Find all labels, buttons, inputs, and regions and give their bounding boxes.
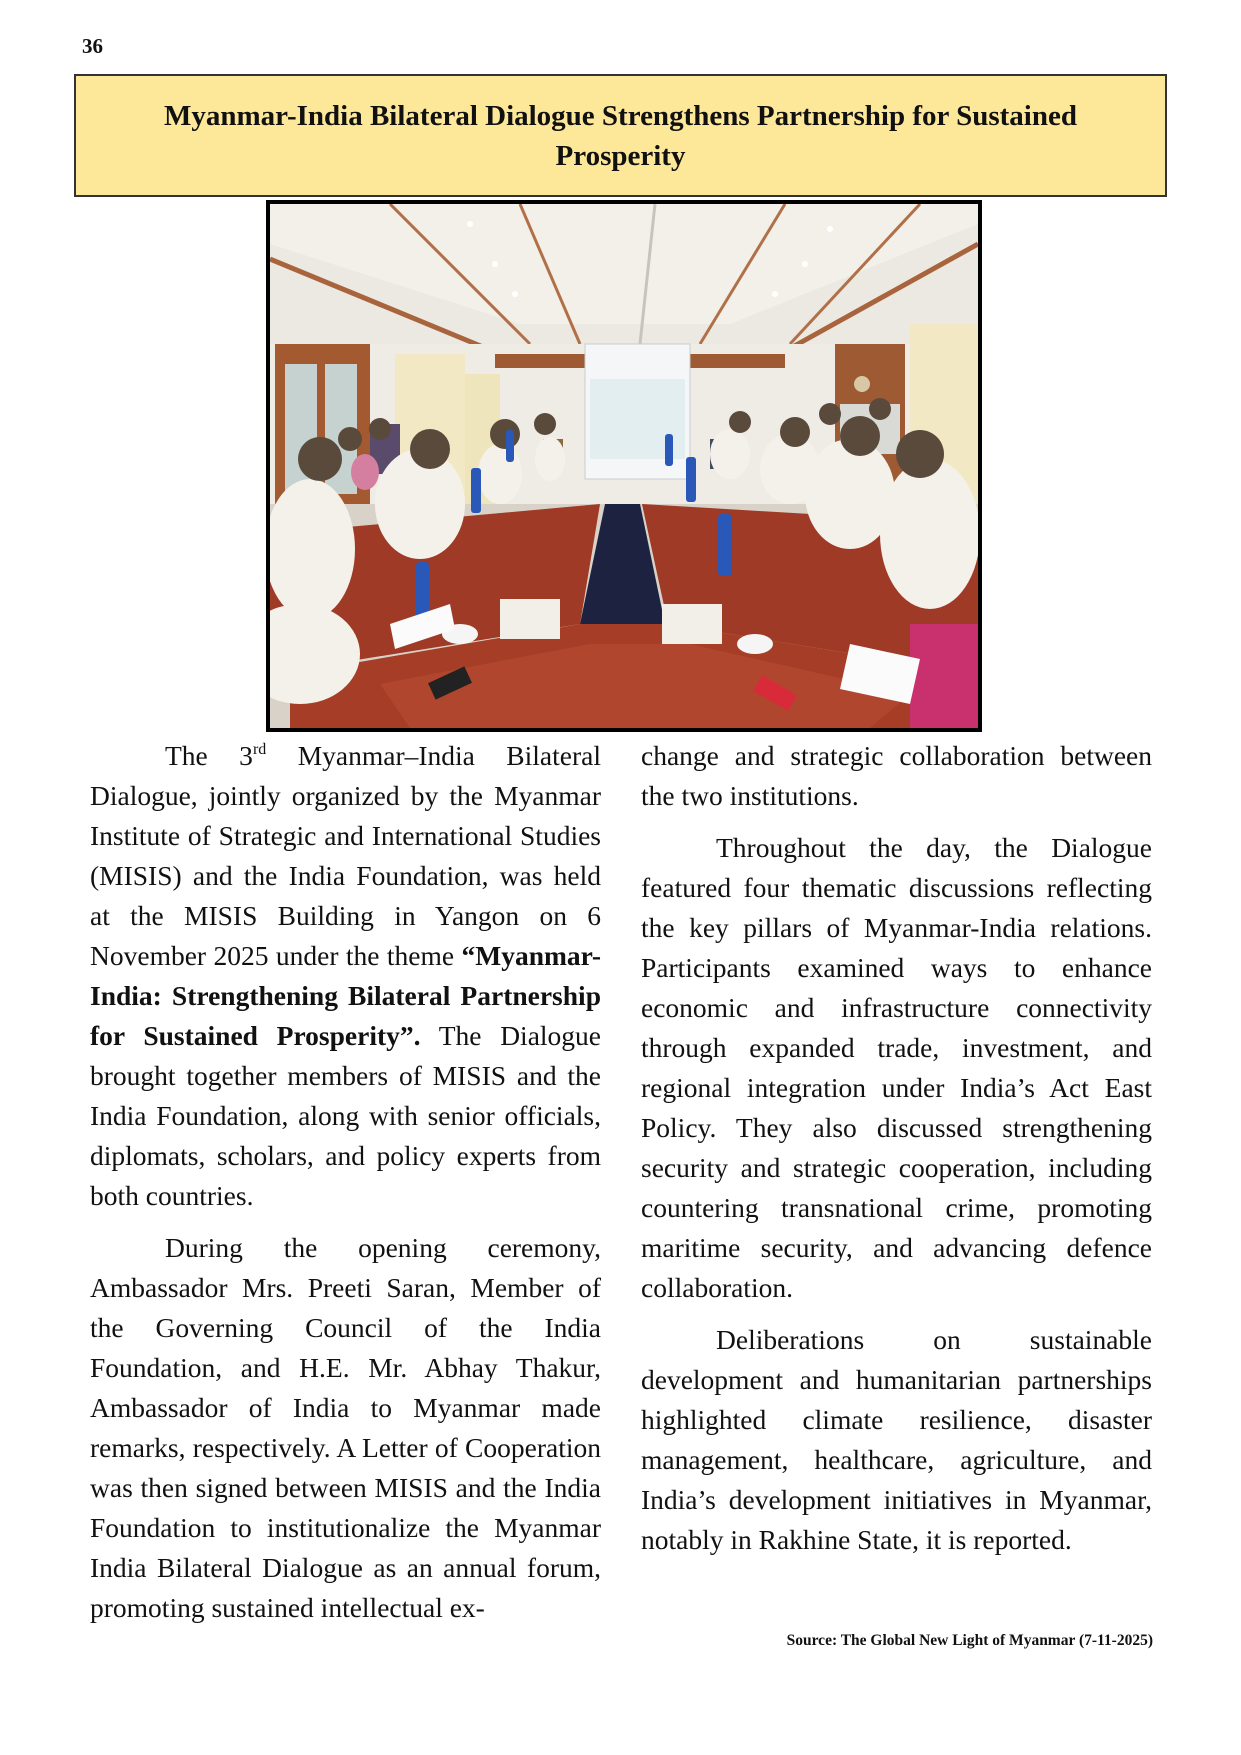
paragraph-1-tail: The Dialogue brought together members of MISIS and the India Foundation, along with senior officials, diplomats, scholars, and policy experts from both countries. <box>90 1020 601 1211</box>
ordinal-superscript: rd <box>252 741 267 758</box>
article-column-right <box>641 736 1152 1572</box>
source-credit: Source: The Global New Light of Myanmar (7-11-2025) <box>786 1632 1153 1649</box>
article-title: Myanmar-India Bilateral Dialogue Strengthens Partnership for Sustained Prosperity <box>164 99 1077 172</box>
paragraph-1 <box>90 736 601 1216</box>
paragraph-3: Throughout the day, the Dialogue featured four thematic discussions reflecting the key pillars of Myanmar-India relations. Participants examined ways to enhance economic and infrastructure connectivity through expanded trade, investment, and regional integration under India’s Act East Policy. They also discussed strengthening security and strategic cooperation, including countering transnational crime, promoting maritime security, and advancing defence collaboration. <box>641 832 1152 1303</box>
page-number: 36 <box>82 34 103 58</box>
article-title-box <box>74 74 1167 197</box>
paragraph-2: During the opening ceremony, Ambassador Mrs. Preeti Saran, Member of the Governing Council of the India Foundation, and H.E. Mr. Abhay Thakur, Ambassador of India to Myanmar made remarks, respectively. A Letter of Cooperation was then signed between MISIS and the India Foundation to institutionalize the Myanmar India Bilateral Dialogue as an annual forum, promoting sustained intellectual ex- <box>90 1232 601 1623</box>
meeting-photo-illustration <box>270 204 978 728</box>
meeting-photo <box>266 200 982 732</box>
paragraph-2-continued: change and strategic collaboration between the two institutions. <box>641 740 1152 811</box>
dialogue-theme: “Myanmar-India: Strengthening Bilateral Partnership for Sustained Prosperity”. <box>90 940 601 1051</box>
paragraph-4: Deliberations on sustainable development and humanitarian partnerships highlighted climate resilience, disaster management, healthcare, agriculture, and India’s development initiatives in Myanmar, notably in Rakhine State, it is reported. <box>641 1324 1152 1555</box>
paragraph-1-body: Myanmar–India Bilateral Dialogue, jointly organized by the Myanmar Institute of Strategic and International Studies (MISIS) and the India Foundation, was held at the MISIS Building in Yangon on 6 November 2025 under the theme <box>90 740 601 971</box>
paragraph-1-lead: The 3 <box>165 740 253 771</box>
article-column-left <box>90 736 601 1640</box>
